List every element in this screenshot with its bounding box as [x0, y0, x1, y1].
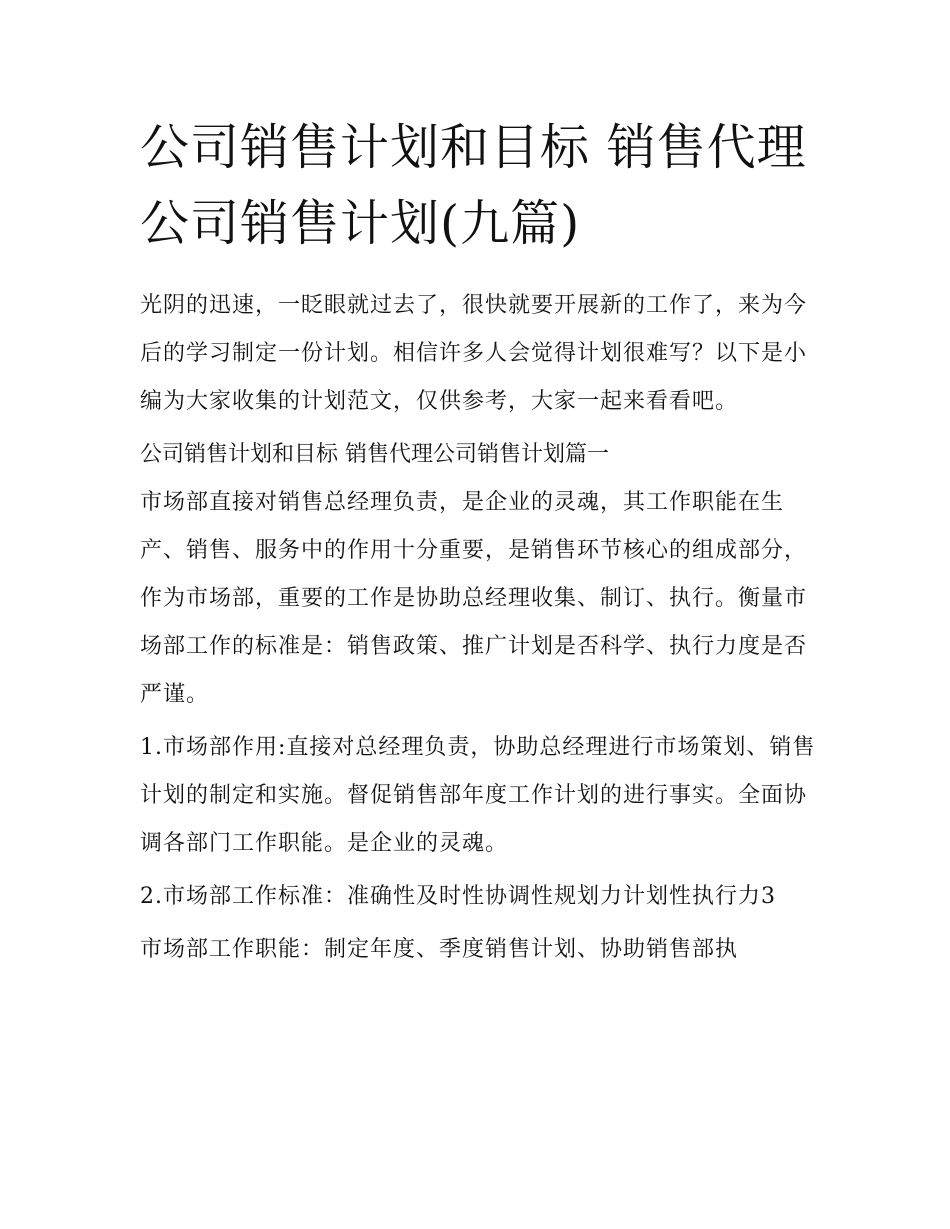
body-paragraph: 市场部直接对销售总经理负责，是企业的灵魂，其工作职能在生产、销售、服务中的作用十分重要，是销售环节核心的组成部分，作为市场部，重要的工作是协助总经理收集、制订、执行。衡量市场部工作的标准是：销售政策、推广计划是否科学、执行力度是否严谨。	[140, 490, 808, 707]
body-paragraph: 2.市场部工作标准：准确性及时性协调性规划力计划性执行力3	[140, 884, 776, 909]
document-page	[140, 110, 820, 974]
intro-paragraph: 光阴的迅速，一眨眼就过去了，很快就要开展新的工作了，来为今后的学习制定一份计划。相信许多人会觉得计划很难写？以下是小编为大家收集的计划范文，仅供参考，大家一起来看看吧。	[140, 293, 808, 414]
body-paragraph: 市场部工作职能：制定年度、季度销售计划、协助销售部执	[140, 937, 739, 962]
section-heading: 公司销售计划和目标 销售代理公司销售计划篇一	[140, 442, 609, 467]
body-paragraph: 1.市场部作用:直接对总经理负责，协助总经理进行市场策划、销售计划的制定和实施。督促销售部年度工作计划的进行事实。全面协调各部门工作职能。是企业的灵魂。	[140, 735, 816, 856]
document-title: 公司销售计划和目标 销售代理公司销售计划(九篇)	[140, 119, 807, 252]
